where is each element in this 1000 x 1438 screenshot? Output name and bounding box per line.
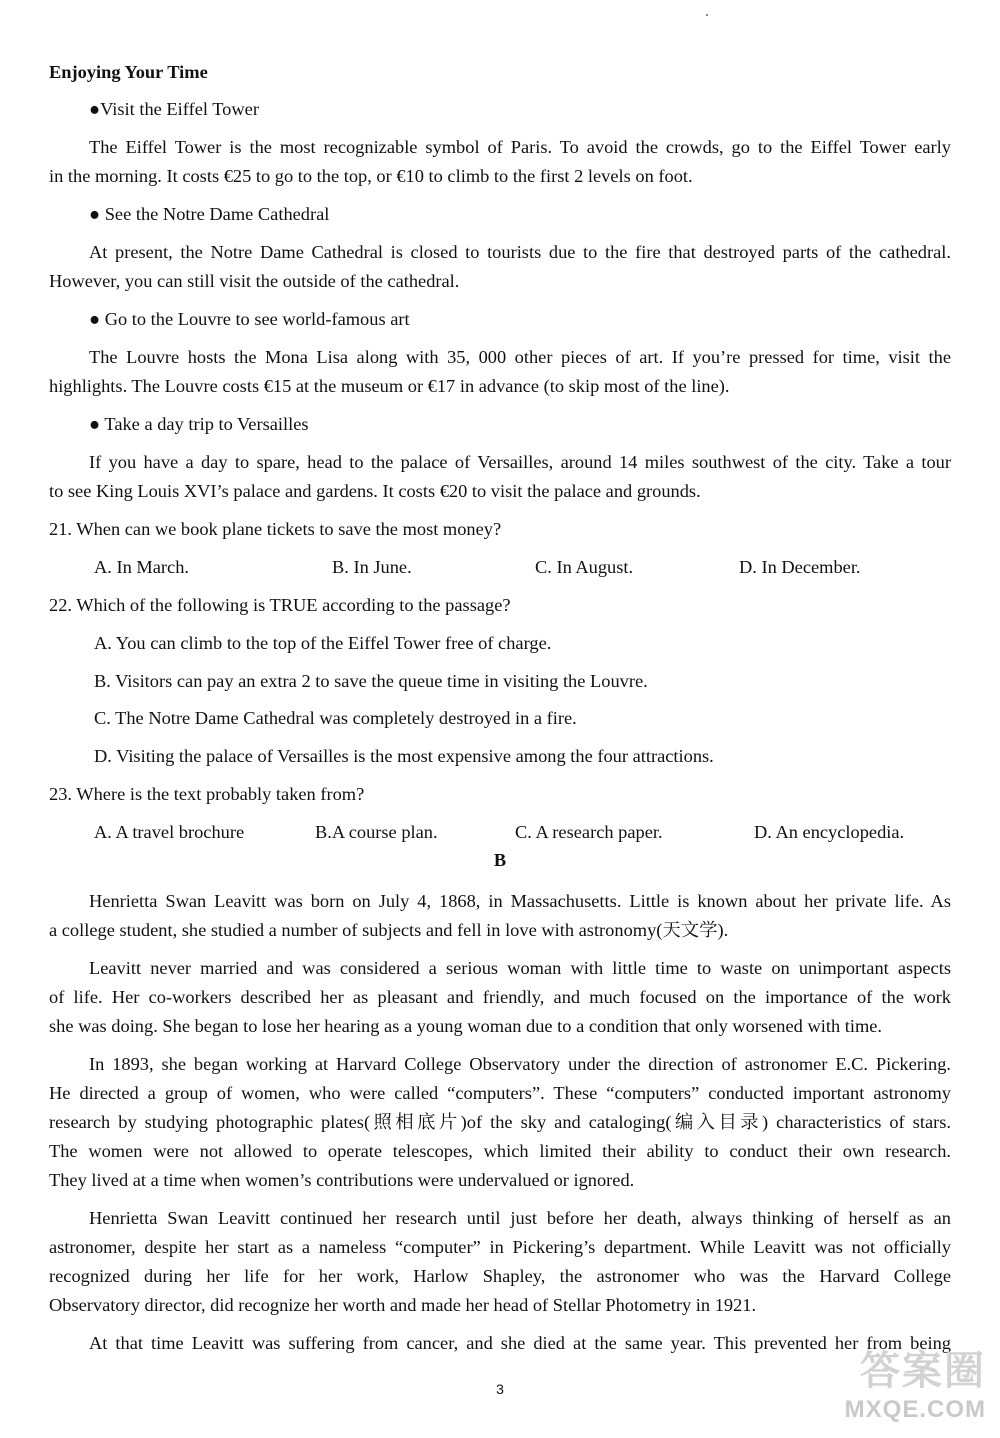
paragraph-line: highlights. The Louvre costs €15 at the museum or €17 in advance (to skip most of the line).: [49, 376, 730, 396]
item-title: ●Visit the Eiffel Tower: [89, 99, 259, 119]
paragraph-line: a college student, she studied a number of subjects and fell in love with astronomy(天文学).: [49, 920, 729, 940]
paragraph-line: He directed a group of women, who were called “computers”. These “computers” conducted important astronomy: [49, 1083, 951, 1103]
paragraph-line: If you have a day to spare, head to the palace of Versailles, around 14 miles southwest of the city. Take a tour: [89, 452, 951, 472]
item-title: ● See the Notre Dame Cathedral: [89, 204, 330, 224]
paragraph-line: in the morning. It costs €25 to go to the top, or €10 to climb to the first 2 levels on foot.: [49, 166, 693, 186]
answer-option: D. Visiting the palace of Versailles is the most expensive among the four attractions.: [94, 746, 714, 766]
section-b-heading: B: [493, 850, 507, 870]
watermark-logo: [845, 1339, 986, 1424]
paragraph-line: she was doing. She began to lose her hearing as a young woman due to a condition that only worsened with time.: [49, 1016, 883, 1036]
watermark-top: 答案圈: [860, 1349, 986, 1393]
watermark-bottom: MXQE.COM: [844, 1396, 986, 1423]
paragraph-line: The Eiffel Tower is the most recognizable symbol of Paris. To avoid the crowds, go to the Eiffel Tower early: [89, 137, 951, 157]
paragraph-line: of life. Her co-workers described her as pleasant and friendly, and much focused on the importance of the work: [49, 987, 951, 1007]
answer-option: A. A travel brochure: [94, 822, 245, 842]
paragraph-line: However, you can still visit the outside of the cathedral.: [49, 271, 460, 291]
answer-option: A. In March.: [94, 557, 189, 577]
answer-option: C. A research paper.: [515, 822, 663, 842]
paragraph-line: At that time Leavitt was suffering from cancer, and she died at the same year. This prevented her from being: [89, 1333, 951, 1353]
paragraph-line: The women were not allowed to operate telescopes, which limited their ability to conduct their own research.: [49, 1141, 951, 1161]
answer-option: D. In December.: [739, 557, 861, 577]
paragraph-line: astronomer, despite her start as a nameless “computer” in Pickering’s department. While Leavitt was not officially: [49, 1237, 951, 1257]
paragraph-line: Observatory director, did recognize her worth and made her head of Stellar Photometry in 1921.: [49, 1295, 757, 1315]
item-title: ● Take a day trip to Versailles: [89, 414, 309, 434]
question-stem: 22. Which of the following is TRUE according to the passage?: [49, 595, 511, 615]
section-heading: Enjoying Your Time: [49, 62, 208, 82]
paragraph-line: The Louvre hosts the Mona Lisa along with 35, 000 other pieces of art. If you’re pressed for time, visit the: [89, 347, 951, 367]
page-number: 3: [496, 1381, 504, 1397]
answer-option: C. The Notre Dame Cathedral was completely destroyed in a fire.: [94, 708, 577, 728]
paragraph-line: Henrietta Swan Leavitt was born on July 4, 1868, in Massachusetts. Little is known about her private life. As: [89, 891, 951, 911]
paragraph-line: In 1893, she began working at Harvard College Observatory under the direction of astronomer E.C. Pickering.: [89, 1054, 951, 1074]
scan-speck: [706, 14, 708, 16]
question-stem: 23. Where is the text probably taken from?: [49, 784, 365, 804]
paragraph-line: Henrietta Swan Leavitt continued her research until just before her death, always thinking of herself as an: [89, 1208, 951, 1228]
item-title: ● Go to the Louvre to see world-famous art: [89, 309, 410, 329]
question-stem: 21. When can we book plane tickets to save the most money?: [49, 519, 502, 539]
answer-option: B. Visitors can pay an extra 2 to save the queue time in visiting the Louvre.: [94, 671, 648, 691]
answer-option: B. In June.: [332, 557, 412, 577]
answer-option: A. You can climb to the top of the Eiffel Tower free of charge.: [94, 633, 552, 653]
paragraph-line: research by studying photographic plates(照相底片)of the sky and cataloging(编入目录) characteristics of stars.: [49, 1112, 951, 1132]
answer-option: C. In August.: [535, 557, 634, 577]
paragraph-line: to see King Louis XVI’s palace and gardens. It costs €20 to visit the palace and grounds.: [49, 481, 701, 501]
answer-option: B.A course plan.: [315, 822, 438, 842]
paragraph-line: They lived at a time when women’s contributions were undervalued or ignored.: [49, 1170, 635, 1190]
paragraph-line: Leavitt never married and was considered a serious woman with little time to waste on unimportant aspects: [89, 958, 951, 978]
answer-option: D. An encyclopedia.: [754, 822, 905, 842]
paragraph-line: recognized during her life for her work, Harlow Shapley, the astronomer who was the Harvard College: [49, 1266, 951, 1286]
paragraph-line: At present, the Notre Dame Cathedral is closed to tourists due to the fire that destroyed parts of the cathedral.: [89, 242, 951, 262]
